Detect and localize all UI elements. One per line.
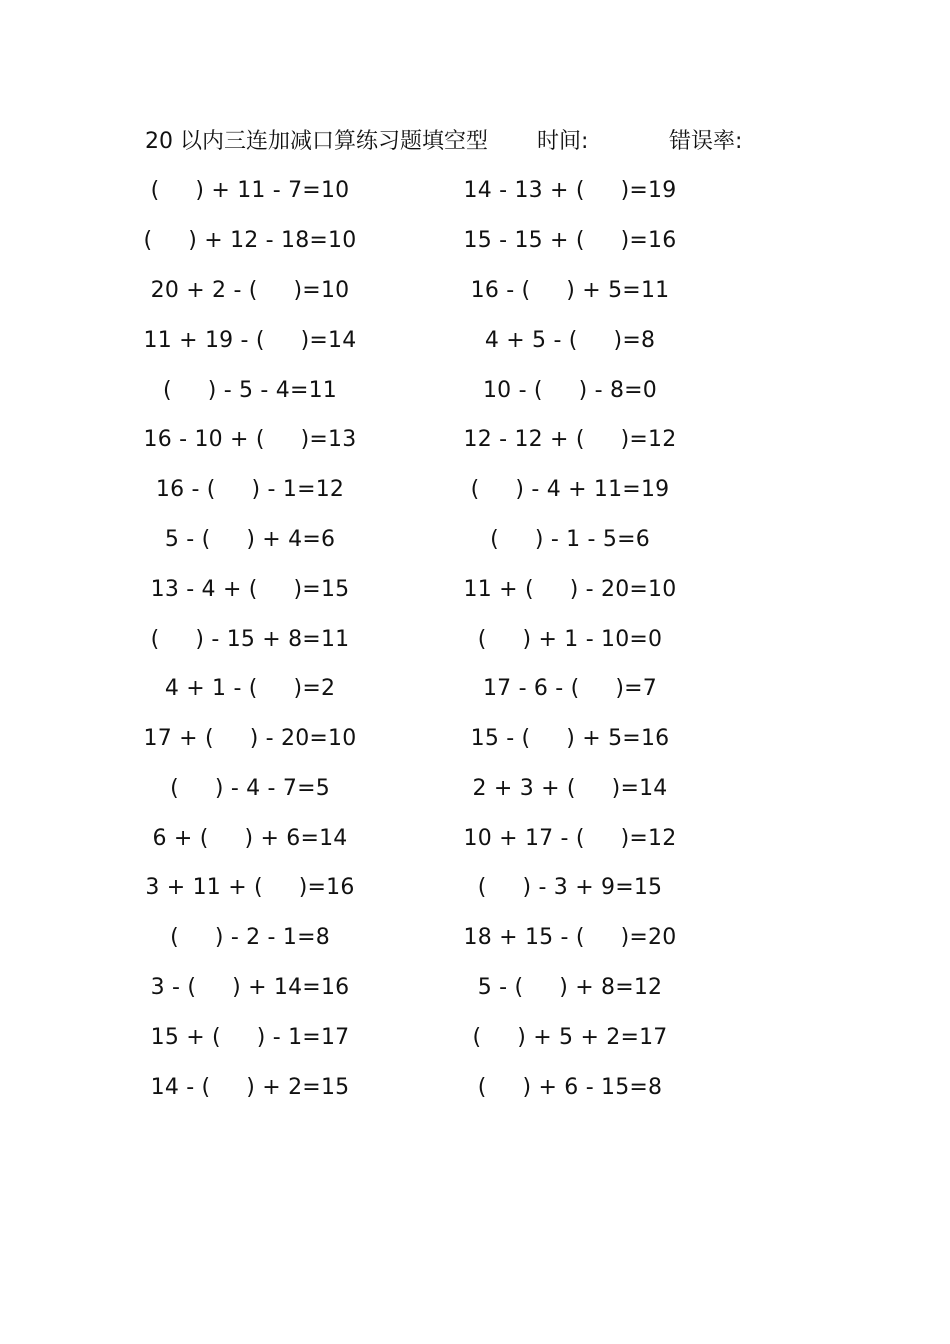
problem-left: ( ) - 2 - 1=8 bbox=[170, 925, 330, 950]
problem-right: 14 - 13 + ( )=19 bbox=[463, 178, 677, 203]
error-rate-label: 错误率: bbox=[669, 129, 743, 154]
problem-right: ( ) - 4 + 11=19 bbox=[470, 477, 670, 502]
problem-right: ( ) + 1 - 10=0 bbox=[477, 627, 663, 652]
problem-right: 10 - ( ) - 8=0 bbox=[482, 378, 657, 403]
problem-left: 17 + ( ) - 20=10 bbox=[143, 726, 357, 751]
problem-left: 16 - 10 + ( )=13 bbox=[143, 427, 357, 452]
problem-row bbox=[0, 968, 950, 1008]
problem-left: 16 - ( ) - 1=12 bbox=[155, 477, 345, 502]
problem-left: 6 + ( ) + 6=14 bbox=[152, 826, 348, 851]
problem-row bbox=[0, 271, 950, 311]
problem-row bbox=[0, 221, 950, 261]
problem-right: 12 - 12 + ( )=12 bbox=[463, 427, 677, 452]
problem-left: ( ) + 12 - 18=10 bbox=[143, 228, 357, 253]
problem-right: ( ) + 6 - 15=8 bbox=[477, 1075, 663, 1100]
time-label: 时间: bbox=[537, 129, 589, 154]
problem-left: 15 + ( ) - 1=17 bbox=[150, 1025, 350, 1050]
problem-row bbox=[0, 371, 950, 411]
problem-left: ( ) - 5 - 4=11 bbox=[162, 378, 337, 403]
problem-left: 11 + 19 - ( )=14 bbox=[143, 328, 357, 353]
problem-row bbox=[0, 420, 950, 460]
problem-left: 5 - ( ) + 4=6 bbox=[164, 527, 336, 552]
problem-row bbox=[0, 769, 950, 809]
problem-right: 10 + 17 - ( )=12 bbox=[463, 826, 677, 851]
problem-row bbox=[0, 918, 950, 958]
worksheet-title: 20 以内三连加减口算练习题填空型 bbox=[145, 129, 488, 154]
problem-right: 15 - ( ) + 5=16 bbox=[470, 726, 670, 751]
problem-left: ( ) - 15 + 8=11 bbox=[150, 627, 350, 652]
problem-left: ( ) - 4 - 7=5 bbox=[170, 776, 330, 801]
problem-right: 2 + 3 + ( )=14 bbox=[472, 776, 668, 801]
problem-left: 3 + 11 + ( )=16 bbox=[145, 875, 355, 900]
problem-right: ( ) - 3 + 9=15 bbox=[477, 875, 663, 900]
problem-row bbox=[0, 719, 950, 759]
problem-row bbox=[0, 819, 950, 859]
problem-right: ( ) - 1 - 5=6 bbox=[490, 527, 650, 552]
problem-row bbox=[0, 520, 950, 560]
problem-left: 20 + 2 - ( )=10 bbox=[150, 278, 350, 303]
worksheet-header bbox=[145, 124, 765, 160]
problem-row bbox=[0, 171, 950, 211]
problem-left: 3 - ( ) + 14=16 bbox=[150, 975, 350, 1000]
problem-row bbox=[0, 321, 950, 361]
problem-row bbox=[0, 620, 950, 660]
problem-left: 4 + 1 - ( )=2 bbox=[164, 676, 336, 701]
problem-right: 5 - ( ) + 8=12 bbox=[477, 975, 663, 1000]
problem-right: 15 - 15 + ( )=16 bbox=[463, 228, 677, 253]
problem-row bbox=[0, 1018, 950, 1058]
problem-row bbox=[0, 868, 950, 908]
problem-left: ( ) + 11 - 7=10 bbox=[150, 178, 350, 203]
problem-row bbox=[0, 570, 950, 610]
problem-left: 14 - ( ) + 2=15 bbox=[150, 1075, 350, 1100]
problem-row bbox=[0, 470, 950, 510]
problem-right: 17 - 6 - ( )=7 bbox=[482, 676, 657, 701]
problem-left: 13 - 4 + ( )=15 bbox=[150, 577, 350, 602]
problem-right: ( ) + 5 + 2=17 bbox=[472, 1025, 668, 1050]
problem-right: 16 - ( ) + 5=11 bbox=[470, 278, 670, 303]
problem-row bbox=[0, 669, 950, 709]
problem-right: 4 + 5 - ( )=8 bbox=[484, 328, 656, 353]
problem-row bbox=[0, 1068, 950, 1108]
problem-right: 11 + ( ) - 20=10 bbox=[463, 577, 677, 602]
problem-right: 18 + 15 - ( )=20 bbox=[463, 925, 677, 950]
